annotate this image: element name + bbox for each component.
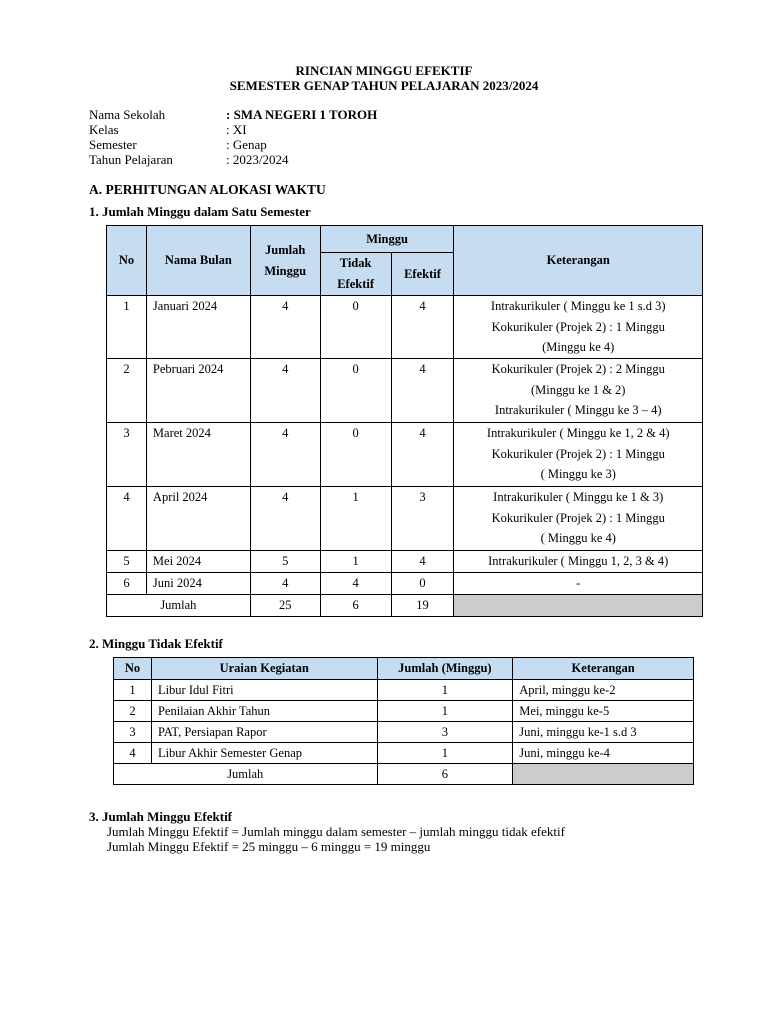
total-keterangan-empty [454,595,703,617]
info-label: Kelas [89,122,119,137]
table-row [114,701,694,722]
cell-tidak-efektif: 0 [320,296,391,359]
cell-keterangan: Mei, minggu ke-5 [513,701,694,722]
total-tidak-efektif: 6 [320,595,391,617]
info-row [89,122,377,137]
keterangan-line: Kokurikuler (Projek 2) : 1 Minggu [491,319,665,334]
section-a-heading: A. PERHITUNGAN ALOKASI WAKTU [89,182,326,197]
cell-keterangan [454,359,703,423]
cell-tidak-efektif: 1 [320,487,391,551]
keterangan-line: Kokurikuler (Projek 2) : 1 Minggu [491,446,665,461]
keterangan-line: ( Minggu ke 4) [540,531,616,545]
cell-no: 6 [107,573,147,595]
cell-efektif: 4 [391,551,454,573]
cell-keterangan: Juni, minggu ke-1 s.d 3 [513,722,694,743]
header-jumlah-minggu: Jumlah Minggu [250,226,320,296]
cell-efektif: 4 [391,423,454,487]
info-value: : 2023/2024 [226,152,289,167]
header-minggu: Minggu [320,226,454,253]
cell-bulan: Pebruari 2024 [146,359,250,423]
cell-uraian: Libur Idul Fitri [151,680,377,701]
info-label: Nama Sekolah [89,107,166,122]
cell-jumlah: 4 [250,573,320,595]
doc-title-line1: RINCIAN MINGGU EFEKTIF [295,63,473,78]
keterangan-line: Intrakurikuler ( Minggu ke 3 – 4) [494,403,662,417]
total-row [114,764,694,785]
keterangan-line: Kokurikuler (Projek 2) : 1 Minggu [491,510,665,525]
total-jumlah: 6 [377,764,513,785]
cell-jumlah: 5 [250,551,320,573]
info-value: : SMA NEGERI 1 TOROH [226,107,378,122]
keterangan-line: - [576,576,581,590]
non-effective-table [113,657,694,785]
info-row [89,137,377,152]
info-value: : XI [226,122,247,137]
table-row [114,680,694,701]
cell-no: 2 [107,359,147,423]
total-efektif: 19 [391,595,454,617]
formula-line-2: Jumlah Minggu Efektif = 25 minggu – 6 minggu = 19 minggu [107,839,431,854]
cell-uraian: PAT, Persiapan Rapor [151,722,377,743]
header-nama-bulan: Nama Bulan [146,226,250,296]
info-row [89,152,377,167]
keterangan-line: Intrakurikuler ( Minggu ke 1, 2 & 4) [486,426,670,440]
table-row [107,359,703,423]
cell-no: 1 [107,296,147,359]
total-jumlah: 25 [250,595,320,617]
cell-keterangan [454,423,703,487]
table-row [114,722,694,743]
info-block [89,107,377,167]
info-label: Semester [89,137,137,152]
total-keterangan-empty [513,764,694,785]
cell-no: 5 [107,551,147,573]
cell-jumlah: 1 [377,680,513,701]
keterangan-line: Intrakurikuler ( Minggu ke 1 s.d 3) [490,299,666,313]
keterangan-line: Intrakurikuler ( Minggu 1, 2, 3 & 4) [488,554,669,568]
t2-header-no: No [114,658,152,680]
keterangan-line: Kokurikuler (Projek 2) : 2 Minggu [491,362,665,376]
cell-keterangan [454,487,703,551]
cell-efektif: 4 [391,359,454,423]
table-row [107,551,703,573]
doc-title-line2: SEMESTER GENAP TAHUN PELAJARAN 2023/2024 [229,78,539,93]
cell-efektif: 4 [391,296,454,359]
table-row [107,423,703,487]
cell-jumlah: 4 [250,296,320,359]
header-efektif: Efektif [391,253,454,296]
header-keterangan: Keterangan [454,226,703,296]
keterangan-line: (Minggu ke 4) [542,340,615,354]
cell-bulan: April 2024 [146,487,250,551]
keterangan-line: (Minggu ke 1 & 2) [531,382,626,397]
cell-jumlah: 4 [250,423,320,487]
keterangan-line: ( Minggu ke 3) [540,467,616,481]
cell-uraian: Libur Akhir Semester Genap [151,743,377,764]
t2-header-keterangan: Keterangan [513,658,694,680]
cell-bulan: Juni 2024 [146,573,250,595]
cell-no: 1 [114,680,152,701]
cell-uraian: Penilaian Akhir Tahun [151,701,377,722]
weeks-table [106,225,703,617]
cell-tidak-efektif: 4 [320,573,391,595]
section-1-heading: 1. Jumlah Minggu dalam Satu Semester [89,204,311,219]
cell-keterangan [454,573,703,595]
cell-bulan: Maret 2024 [146,423,250,487]
cell-efektif: 0 [391,573,454,595]
cell-jumlah: 1 [377,743,513,764]
cell-keterangan: April, minggu ke-2 [513,680,694,701]
cell-tidak-efektif: 1 [320,551,391,573]
cell-keterangan [454,296,703,359]
cell-bulan: Januari 2024 [146,296,250,359]
formula-line-1: Jumlah Minggu Efektif = Jumlah minggu dalam semester – jumlah minggu tidak efektif [107,824,565,839]
cell-keterangan: Juni, minggu ke-4 [513,743,694,764]
total-row [107,595,703,617]
cell-jumlah: 4 [250,487,320,551]
table-row [107,296,703,359]
cell-no: 3 [114,722,152,743]
cell-efektif: 3 [391,487,454,551]
keterangan-line: Intrakurikuler ( Minggu ke 1 & 3) [493,490,664,504]
cell-tidak-efektif: 0 [320,359,391,423]
total-label: Jumlah [107,595,251,617]
info-row [89,107,377,122]
cell-bulan: Mei 2024 [146,551,250,573]
table-row [114,743,694,764]
header-tidak-efektif: Tidak Efektif [320,253,391,296]
t2-header-uraian: Uraian Kegiatan [151,658,377,680]
cell-jumlah: 3 [377,722,513,743]
section-2-heading: 2. Minggu Tidak Efektif [89,636,223,651]
header-no: No [107,226,147,296]
table-row [107,487,703,551]
cell-tidak-efektif: 0 [320,423,391,487]
section-3-heading: 3. Jumlah Minggu Efektif [89,809,233,824]
cell-no: 4 [107,487,147,551]
cell-keterangan [454,551,703,573]
cell-no: 4 [114,743,152,764]
cell-jumlah: 1 [377,701,513,722]
info-value: : Genap [226,137,267,152]
t2-header-jumlah: Jumlah (Minggu) [377,658,513,680]
cell-no: 2 [114,701,152,722]
info-label: Tahun Pelajaran [89,152,173,167]
cell-jumlah: 4 [250,359,320,423]
table-row [107,573,703,595]
cell-no: 3 [107,423,147,487]
total-label: Jumlah [114,764,378,785]
